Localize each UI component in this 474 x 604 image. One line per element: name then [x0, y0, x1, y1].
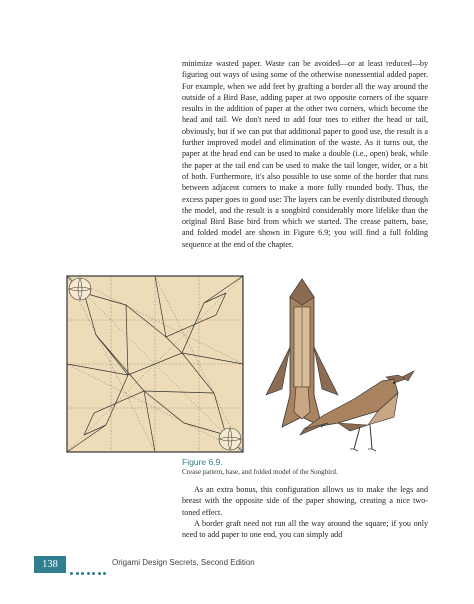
footer-dots: [70, 562, 109, 580]
figure-caption: [182, 457, 428, 477]
body-text-top: [182, 58, 428, 250]
page-footer: [34, 556, 334, 573]
body-text-bottom: [182, 484, 428, 540]
figure-label: Figure 6.9.: [182, 457, 223, 467]
figure-6-9: [66, 275, 428, 455]
paragraph: As an extra bonus, this configuration allows us to make the legs and breast with the opposite side of the paper showing, creating a nice two-toned effect.: [182, 485, 428, 517]
page-number: 138: [34, 556, 66, 573]
book-title: Origami Design Secrets, Second Edition: [112, 558, 255, 567]
paragraph: A border graft need not run all the way around the square; if you only need to add paper to one end, you can simply add: [182, 518, 428, 540]
figure-caption-text: Crease pattern, base, and folded model of the Songbird.: [182, 468, 338, 476]
songbird-model-drawing: [298, 369, 418, 455]
crease-pattern-diagram: [66, 275, 244, 453]
paragraph: minimize wasted paper. Waste can be avoided—or at least reduced—by figuring out ways of using some of the otherwise nonessential added paper. For example, when we add feet by grafting a border all the way around the outside of a Bird Base, adding paper at two opposite corners of the square results in the addition of paper at the other two corners, which become the head and tail. We don't need to add four toes to either the head or tail, obviously, but if we can put that additional paper to good use, the result is a further improved model and elimination of the waste. As it turns out, the paper at the head end can be used to make a double (i.e., open) beak, while the paper at the tail end can be used to make the tail longer, wider, or a bit of both. Furthermore, it's also possible to use some of the border that runs between adjacent corners to make a more fully rounded body. Thus, the excess paper goes to good use: The layers can be evenly distributed through the model, and the result is a songbird considerably more lifelike than the original Bird Base bird from which we started. The crease pattern, base, and folded model are shown in Figure 6.9; you will find a full folding sequence at the end of the chapter.: [182, 59, 428, 249]
